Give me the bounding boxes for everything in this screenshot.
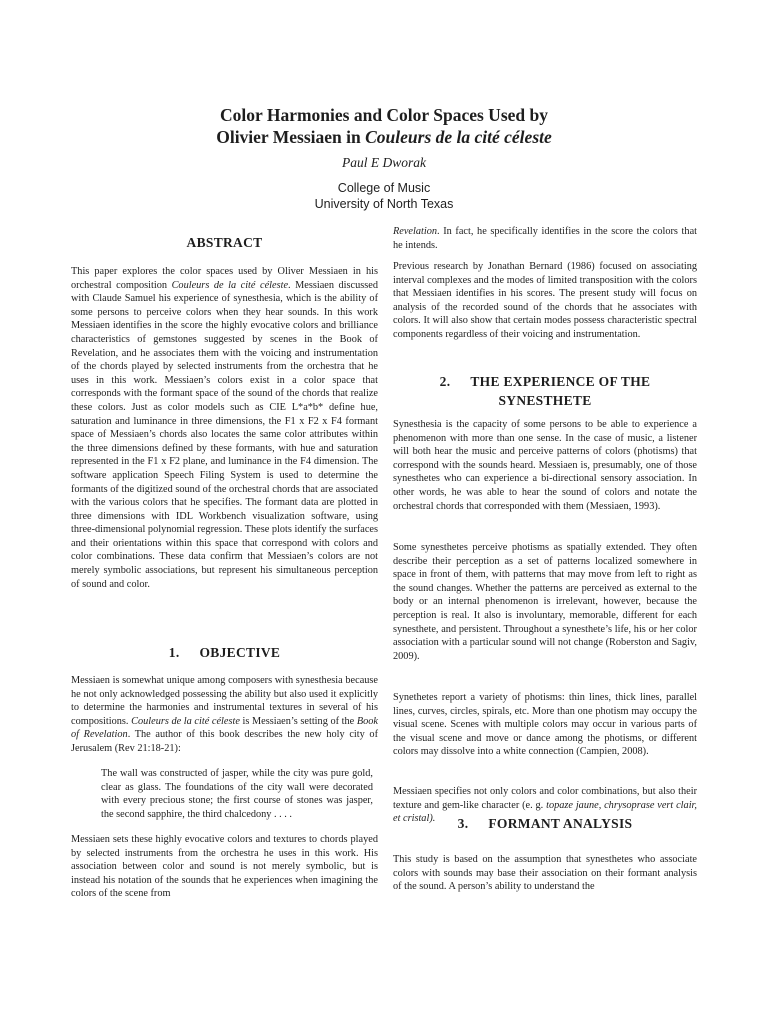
revelation-italic: Revelation — [393, 226, 438, 237]
objective-text-3: . In fact, he specifically identifies in the score the colors that he intends. — [393, 226, 697, 251]
objective-paragraph-1 — [71, 674, 378, 756]
abstract-text-2: . Messiaen discussed with Claude Samuel his experience of synesthesia, which is the ability of some persons to perceive colors when they hear sounds. In this work Messiaen identifies in the score the highly evocative colors and brilliance characteristics of gemstones suggested by scenes in the Book of Revelation, and he associates them with the voicing and instrumentation of the chords played by selected instruments from the orchestra that he uses in this work. Messiaen’s colors exist in a color space that corresponds with the formant space of the sound of the chords that realize these colors. Just as color models such as CIE L*a*b* define hue, saturation and luminance in three dimensions, the F1 x F2 x F4 formant space of Messiaen’s chords also locates the same color attributes within the three dimensions defined by these formants, with hue and saturation represented in the F1 x F2 plane, and luminance in the F4 dimension. The software application Speech Filing System is used to determine the formants of the digitized sound of the orchestral chords that are associated with the various colors that he specifies. The formant data are plotted in three dimensions with IDL Workbench visualization software, using three-dimensional polynomial regression. These plots identify the surfaces and their orientations within this space that correspond with colors and color combinations. These data confirm that Messiaen’s colors are not merely symbolic associations, but represent his simultaneous perception of sound and color. — [71, 279, 378, 590]
affiliation-college: College of Music — [337, 181, 431, 195]
abstract-paragraph — [71, 265, 378, 591]
objective-paragraph-4: Previous research by Jonathan Bernard (1986) focused on associating interval complexes and the modes of limited transposition with the colors that Messiaen identifies in his scores. The present study will focus on analysis of the recorded sound of the chords that he associates with colors. It will also show that certain modes possess characteristic spectral components regardless of their voicing and instrumentation. — [393, 261, 697, 340]
section-1-number: 1. — [168, 645, 180, 660]
section-3-heading — [393, 814, 697, 833]
synesthete-paragraph-2: Some synesthetes perceive photisms as spatially extended. They often describe their perception as a set of patterns localized somewhere in space in front of them, with patterns that may move from left to right as the sound changes. Whether the patterns are perceived as external to the body or an internal phenomenon is irrelevant, however, because the perception is real. It also is involuntary, memorable, different for each synesthete, and persistent. Throughout a synesthete’s life, his or her color association with a particular sound will not change (Roberston and Sagiv, 2009). — [393, 542, 697, 662]
author-name: Paul E Dworak — [342, 155, 426, 170]
title-work-name: Couleurs de la cité céleste — [365, 127, 552, 147]
section-3-title: FORMANT ANALYSIS — [488, 816, 633, 831]
section-2-heading — [393, 372, 697, 410]
abstract-heading: ABSTRACT — [186, 235, 263, 250]
paper-title — [0, 104, 768, 148]
synesthete-paragraph-1: Synesthesia is the capacity of some persons to be able to experience a phenomenon with more than one sense. In the case of music, a listener will both hear the music and perceive patterns of colors (photisms) that correspond with the sounds heard. Messiaen is, presumably, one of those synesthetes who can experience a bi-directional sensory association. In other words, he was able to hear the sound of colors and notate the orchestral chords that corresponded with them (Messiaen, 1993). — [393, 419, 697, 512]
section-1-heading — [71, 643, 378, 662]
affiliation-university: University of North Texas — [314, 196, 454, 211]
objective-text-1c: . The author of this book describes the new holy city of Jerusalem (Rev 21:18-21): — [71, 729, 378, 754]
objective-text-1b: is Messiaen’s setting of the — [239, 715, 357, 727]
objective-paragraph-2: Messiaen sets these highly evocative colors and textures to chords played by selected instruments from the orchestra he uses in this work. His association between color and sound is not merely symbolic, but is instead his notation of the sounds that he experiences when imagining the colors of the scene from — [71, 834, 378, 900]
abstract-text-1: This paper explores the color spaces used by Oliver Messiaen in his orchestral composition — [71, 266, 378, 291]
objective-text-1a: Messiaen is somewhat unique among composers with synesthesia because he not only acknowledged possessing the ability but also used it explicitly to determine the harmonies and instrumental textures in several of his compositions. — [71, 675, 378, 727]
formant-paragraph-1: This study is based on the assumption that synesthetes who associate colors with sounds may base their association on their formant analysis of the sound. A person’s ability to understand the — [393, 854, 697, 893]
title-line-2-prefix: Olivier Messiaen in — [216, 127, 366, 147]
synesthete-paragraph-3: Synethetes report a variety of photisms: thin lines, thick lines, parallel lines, curves, circles, spirals, etc. More than one photism may occupy the visual scene. Scenes with multiple colors may occur in various parts of the visual scene and move or dance among the photisms, or different colors may dissolve into a white connection (Campien, 2008). — [393, 692, 697, 758]
section-1-title: OBJECTIVE — [199, 645, 281, 660]
title-line-2 — [0, 126, 768, 148]
objective-book-title: Book of Revelation — [71, 715, 378, 741]
section-2-heading-line-2: SYNESTHETE — [498, 393, 592, 408]
revelation-quote: The wall was constructed of jasper, while the city was pure gold, clear as glass. The foundations of the city wall were decorated with every precious stone; the first course of stones was jasper, the second sapphire, the third chalcedony . . . . — [101, 768, 373, 820]
section-2-number: 2. — [439, 374, 451, 389]
section-2-heading-line-1 — [393, 372, 697, 391]
objective-paragraph-3 — [393, 225, 697, 252]
section-2-title-line-1: THE EXPERIENCE OF THE — [470, 374, 651, 389]
synesthete-text-4a: Messiaen specifies not only colors and color combinations, but also their texture and gem-like character (e. g. — [393, 786, 697, 811]
section-3-number: 3. — [457, 816, 469, 831]
objective-work-title: Couleurs de la cité céleste — [131, 715, 240, 727]
affiliation — [0, 181, 768, 212]
abstract-work-title: Couleurs de la cité céleste — [171, 279, 289, 291]
gem-names-italic: topaze jaune, chrysoprase vert clair, et cristal). — [393, 799, 697, 825]
title-line-1: Color Harmonies and Color Spaces Used by — [220, 105, 548, 125]
